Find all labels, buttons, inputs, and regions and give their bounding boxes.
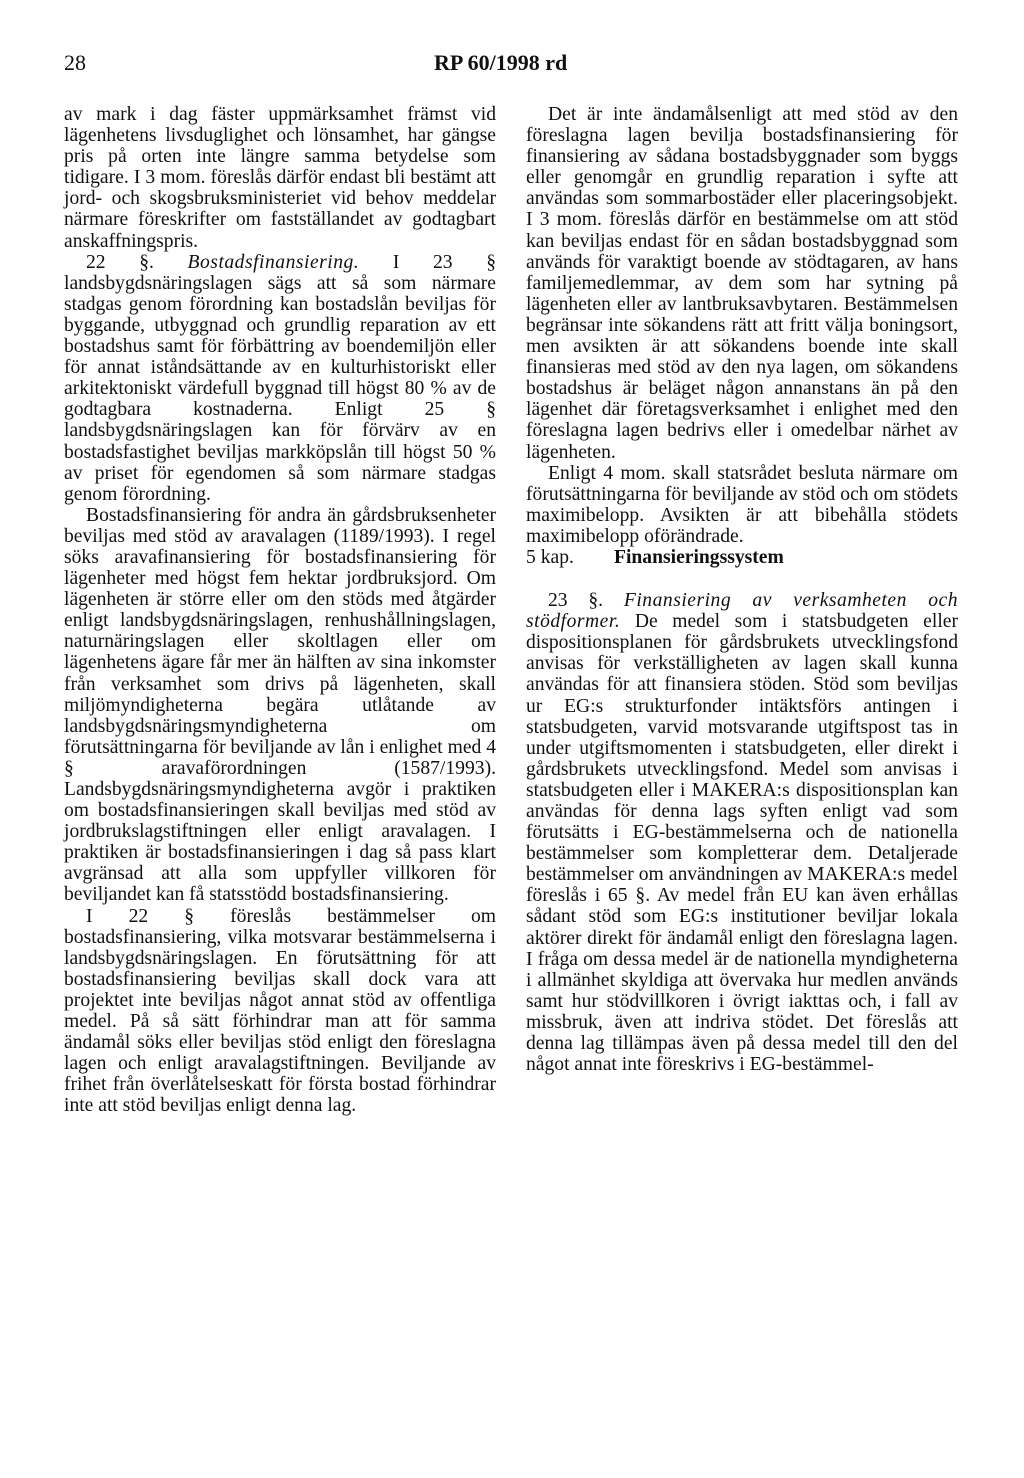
paragraph: Det är inte ändamålsenligt att med stöd av den föreslagna lagen bevilja bostadsfinansiering för finansiering av sådana bostadsbyggnader som byggs eller genomgår en grundlig reparation i syfte att användas som sommarbostäder eller placeringsobjekt. I 3 mom. föreslås därför en bestämmelse om att stöd kan beviljas endast för en sådan bostadsbyggnad som används för varaktigt boende av stödtagaren, av hans familjemedlemmar, av dem som har sytning på lägenheten eller av lantbruksavbytaren. Bestämmelsen begränsar inte sökandens rätt att fritt välja boningsort, men avsikten är att sökandens boende inte skall finansieras med stöd av den nya lagen, om sökandens bostadshus är beläget någon annanstans än på den lägenhet där företagsverksamhet i enlighet med den föreslagna lagen bedrivs eller i omedelbar närhet av lägenheten.: [526, 104, 958, 463]
paragraph: I 22 § föreslås bestämmelser om bostadsfinansiering, vilka motsvarar bestämmelserna i landsbygdsnäringslagen. En förutsättning för att bostadsfinansiering beviljas skall dock vara att projektet inte beviljas något annat stöd av offentliga medel. På så sätt förhindrar man att för samma ändamål söks eller beviljas stöd enligt den föreslagna lagen och enligt aravalagstiftningen. Beviljande av frihet från överlåtelseskatt för första bostad förhindrar inte att stöd beviljas enligt denna lag.: [64, 905, 496, 1117]
section-heading: Finansiering av verksamheten och stödformer.: [526, 590, 959, 633]
section-23-paragraph: [526, 590, 958, 1075]
paragraph: av mark i dag fäster uppmärksamhet främst vid lägenhetens livsduglighet och lönsamhet, har gängse pris på orten inte längre samma betydelse som tidigare. I 3 mom. föreslås därför endast bli bestämt att jord- och skogsbruksministeriet vid behov meddelar närmare föreskrifter om fastställandet av godtagbart anskaffningspris.: [64, 104, 496, 252]
section-22-paragraph: [64, 252, 496, 505]
paragraph: Enligt 4 mom. skall statsrådet besluta närmare om förutsättningarna för beviljande av stöd och om stödets maximibelopp. Avsikten är att bibehålla stödets maximibelopp oförändrade.: [526, 462, 958, 547]
page-number: 28: [64, 50, 86, 75]
right-column: [526, 104, 958, 1075]
section-text: De medel som i statsbudgeten eller dispositionsplanen för gårdsbrukets utvecklingsfond anvisas för verkställigheten av lagen skall kunna användas för att finansiera stöden. Stöd som beviljas ur EG:s strukturfonder intäktsförs antingen i statsbudgeten, varvid motsvarande utgiftspost tas in under utgiftsmomenten i statsbudgeten, eller direkt i gårdsbrukets utvecklingsfond. Medel som anvisas i statsbudgeten eller i MAKERA:s dispositionsplan kan användas för denna lags syften enligt vad som förutsätts i EG-bestämmelserna och de nationella bestämmelser som kompletterar dem. Detaljerade bestämmelser om användningen av MAKERA:s medel föreslås i 65 §. Av medel från EU kan även erhållas sådant stöd som EG:s institutioner beviljar lokala aktörer direkt för ändamål enligt den föreslagna lagen. I fråga om dessa medel är de nationella myndigheterna i allmänhet skyldiga att övervaka hur medlen används samt hur stödvillkoren i övrigt iakttas och, i fall av missbruk, även att indriva stödet. Det föreslås att denna lag tillämpas även på dessa medel till den del något annat inte föreskrivs i EG-bestämmel-: [526, 611, 958, 1076]
left-column: [64, 104, 496, 1117]
paragraph: Bostadsfinansiering för andra än gårdsbruksenheter beviljas med stöd av aravalagen (1189/1993). I regel söks aravafinansiering för bostadsfinansiering för lägenheter med högst fem hektar jordbruksjord. Om lägenheten är större eller om den stöds med åtgärder enligt landsbygdsnäringslagen, renhushållningslagen, naturnäringslagen eller skoltlagen eller om lägenhetens ägare får mer än hälften av sina inkomster från verksamhet som drivs på lägenheten, skall miljömyndigheterna begära utlåtande av landsbygdsnäringsmyndigheterna om förutsättningarna för beviljande av lån i enlighet med 4 § aravaförordningen (1587/1993). Landsbygdsnäringsmyndigheterna avgör i praktiken om bostadsfinansieringen skall beviljas med stöd av jordbrukslagstiftningen eller enligt aravalagen. I praktiken är bostadsfinansieringen i dag så pass klart avgränsad att alla som uppfyller villkoren för beviljandet kan få statsstödd bostadsfinansiering.: [64, 504, 497, 906]
section-heading: Bostadsfinansiering.: [187, 251, 360, 273]
section-number: 22 §.: [86, 251, 154, 273]
chapter-number: 5 kap.: [526, 546, 574, 568]
chapter-title: Finansieringssystem: [614, 546, 784, 568]
section-text: I 23 § landsbygdsnäringslagen sägs att så som närmare stadgas genom förordning kan bostadslån beviljas för byggande, utbyggnad och grundlig reparation av ett bostadshus samt för förbättring av boendemiljön eller för annat iståndsättande av en kulturhistoriskt eller arkitektoniskt värdefull byggnad till högst 80 % av de godtagbara kostnaderna. Enligt 25 § landsbygdsnäringslagen kan för förvärv av en bostadsfastighet beviljas markköpslån till högst 50 % av priset för egendomen så som närmare stadgas genom förordning.: [64, 251, 496, 505]
chapter-heading: [526, 547, 958, 568]
document-id: RP 60/1998 rd: [434, 50, 568, 75]
section-number: 23 §.: [548, 590, 604, 612]
